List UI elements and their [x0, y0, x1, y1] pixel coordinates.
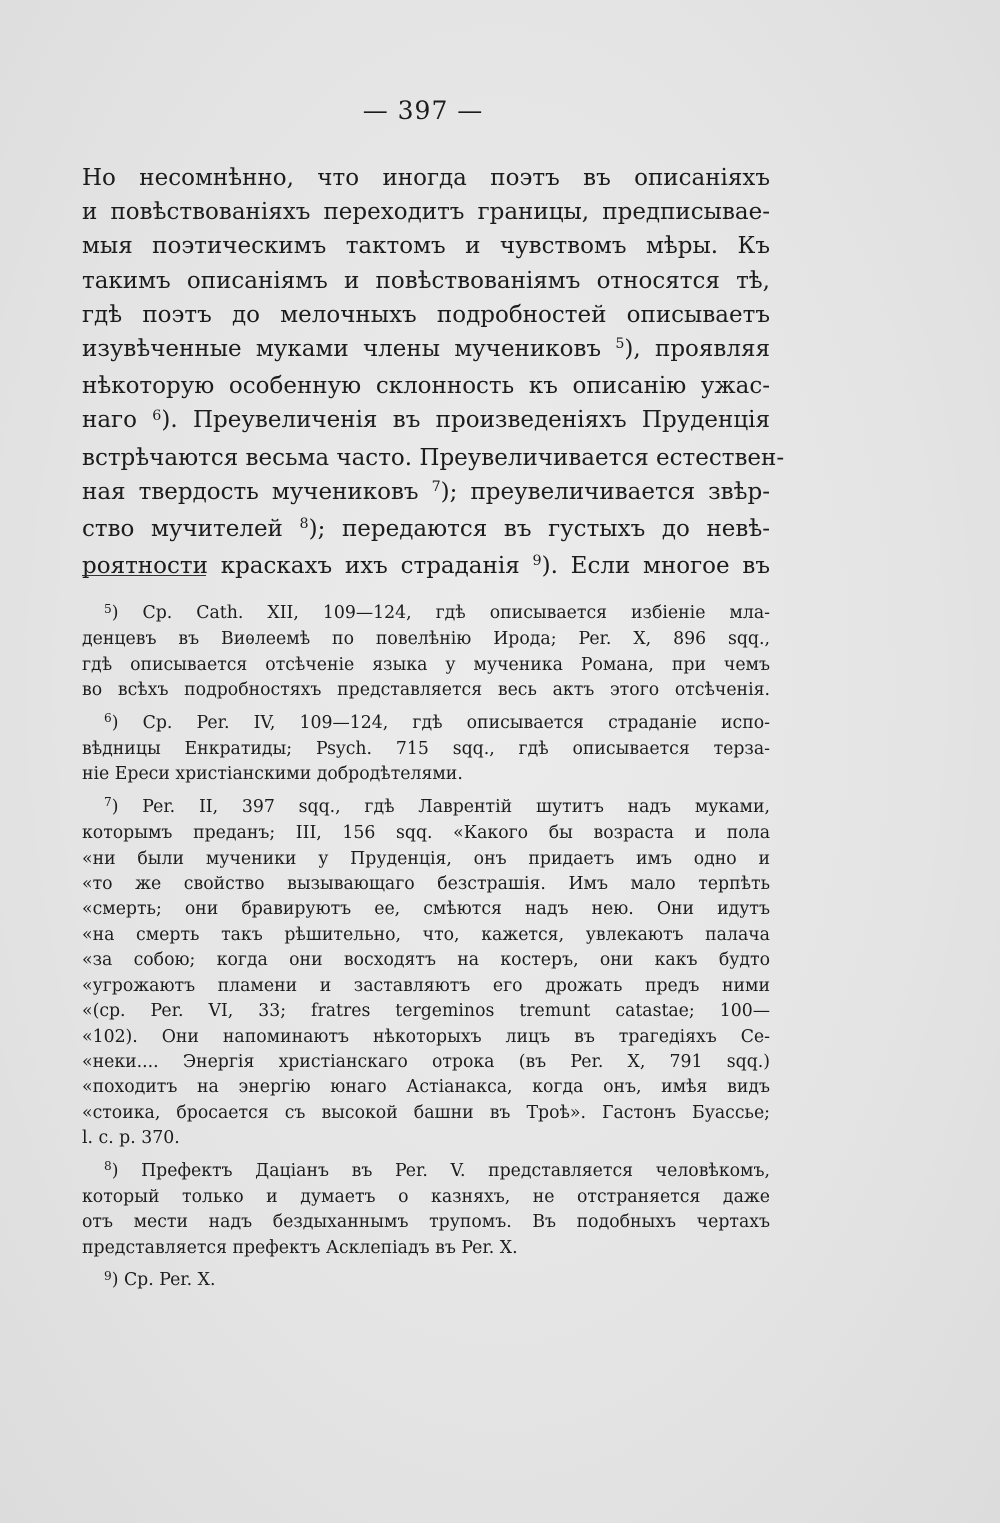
footnote-line: «то же свойство вызывающаго безстрашія. Имъ мало терпѣть [82, 874, 770, 895]
footnote-line: который только и думаетъ о казняхъ, не отстраняется даже [82, 1186, 770, 1207]
text-line: нѣкоторую особенную склонность къ описанію ужас- [82, 373, 770, 400]
footnote-line: денцевъ въ Виѳлеемѣ по повелѣнію Ирода; Per. X, 896 sqq., [82, 629, 770, 650]
footnote-ref: 7 [431, 479, 441, 495]
text-line [82, 332, 770, 369]
footnotes [82, 601, 770, 1295]
footnote-mark: 6 [104, 711, 112, 726]
footnote-line [82, 1159, 770, 1185]
main-text [82, 161, 785, 586]
footnote-line: ніе Ереси христіанскими добродѣтелями. [82, 764, 463, 785]
footnote-line: «102). Они напоминаютъ нѣкоторыхъ лицъ въ трагедіяхъ Се- [82, 1026, 770, 1047]
footnote-line: l. c. p. 370. [82, 1128, 180, 1149]
text-line [82, 512, 770, 549]
footnote-mark: 7 [104, 795, 112, 810]
footnote-5 [82, 601, 770, 704]
text-line: встрѣчаются весьма часто. Преувеличивается естествен- [82, 444, 785, 471]
footnote-line: «угрожаютъ пламени и заставляютъ его дрожать предъ ними [82, 975, 770, 996]
text-fragment: изувѣченные муками члены мучениковъ [82, 336, 602, 363]
text-line: такимъ описаніямъ и повѣствованіямъ относятся тѣ, [82, 267, 770, 294]
text-fragment: ); передаются въ густыхъ до невѣ- [308, 516, 771, 543]
footnote-line [82, 601, 770, 627]
footnote-line: «походитъ на энергію юнаго Астіанакса, когда онъ, имѣя видъ [82, 1077, 770, 1098]
footnote-line: «стоика, бросается съ высокой башни въ Троѣ». Гастонъ Буассье; [82, 1102, 770, 1123]
footnote-mark: 9 [104, 1268, 112, 1283]
footnote-mark: 8 [104, 1159, 112, 1174]
text-line [82, 549, 770, 586]
text-fragment: ная твердость мучениковъ [82, 478, 419, 505]
footnote-separator [82, 575, 206, 576]
footnote-line [82, 711, 770, 737]
text-line: Но несомнѣнно, что иногда поэтъ въ описаніяхъ [82, 165, 770, 191]
footnote-line: вѣдницы Енкратиды; Psych. 715 sqq., гдѣ описывается терза- [82, 739, 770, 760]
footnote-6 [82, 711, 770, 788]
footnote-8 [82, 1159, 770, 1262]
text-line: мыя поэтическимъ тактомъ и чувствомъ мѣры. Къ [82, 233, 770, 260]
footnote-line [82, 1268, 770, 1294]
text-line [82, 403, 770, 440]
text-fragment: наго [82, 407, 137, 434]
text-fragment: ). Преувеличенія въ произведеніяхъ Пруденція [161, 407, 771, 434]
text-line: гдѣ поэтъ до мелочныхъ подробностей описываетъ [82, 301, 770, 328]
footnote-line: гдѣ описывается отсѣченіе языка у мученика Романа, при чемъ [82, 654, 770, 675]
page-number: — 397 — [362, 96, 484, 125]
footnote-7 [82, 795, 770, 1152]
footnote-line: «(ср. Per. VI, 33; fratres tergeminos tremunt catastae; 100— [82, 1001, 770, 1022]
text-fragment: ) Префектъ Даціанъ въ Per. V. представляется человѣкомъ, [111, 1160, 770, 1181]
text-line [82, 475, 770, 512]
footnote-ref: 9 [532, 553, 542, 570]
text-fragment: ) Ср. Per. X. [111, 1270, 216, 1291]
text-fragment: ) Ср. Per. IV, 109—124, гдѣ описывается страданіе испо- [111, 712, 770, 733]
footnote-mark: 5 [104, 601, 112, 616]
footnote-line: во всѣхъ подробностяхъ представляется весь актъ этого отсѣченія. [82, 680, 770, 701]
text-fragment: ) Ср. Cath. XII, 109—124, гдѣ описывается избіеніе мла- [111, 603, 770, 623]
text-fragment: ) Per. II, 397 sqq., гдѣ Лаврентій шутитъ надъ муками, [111, 796, 770, 817]
footnote-line [82, 795, 770, 821]
text-line: и повѣствованіяхъ переходитъ границы, предписывае- [82, 199, 770, 226]
footnote-line: «смерть; они бравируютъ ее, смѣются надъ нею. Они идутъ [82, 899, 770, 920]
footnote-ref: 6 [152, 407, 162, 424]
text-fragment: ство мучителей [82, 516, 283, 543]
text-fragment: ). Если многое въ [541, 553, 771, 580]
footnote-line: которымъ преданъ; III, 156 sqq. «Какого бы возраста и пола [82, 823, 770, 844]
text-fragment: ); преувеличивается звѣр- [440, 478, 770, 505]
footnote-line: «за собою; когда они восходятъ на костеръ, они какъ будто [82, 950, 770, 971]
footnote-line: «неки.... Энергія христіанскаго отрока (въ Per. X, 791 sqq.) [82, 1051, 770, 1072]
footnote-line: отъ мести надъ бездыханнымъ трупомъ. Въ подобныхъ чертахъ [82, 1212, 770, 1233]
footnote-ref: 8 [299, 516, 309, 533]
footnote-ref: 5 [615, 336, 625, 353]
text-fragment: ), проявляя [624, 336, 770, 363]
footnote-line: представляется префектъ Асклепіадъ въ Per. X. [82, 1237, 518, 1258]
footnote-line: «на смерть такъ рѣшительно, что, кажется, увлекаютъ палача [82, 924, 770, 945]
footnote-9 [82, 1268, 770, 1294]
text-fragment: роятности краскахъ ихъ страданія [82, 553, 520, 580]
footnote-line: «ни были мученики у Пруденція, онъ придаетъ имъ одно и [82, 848, 770, 869]
